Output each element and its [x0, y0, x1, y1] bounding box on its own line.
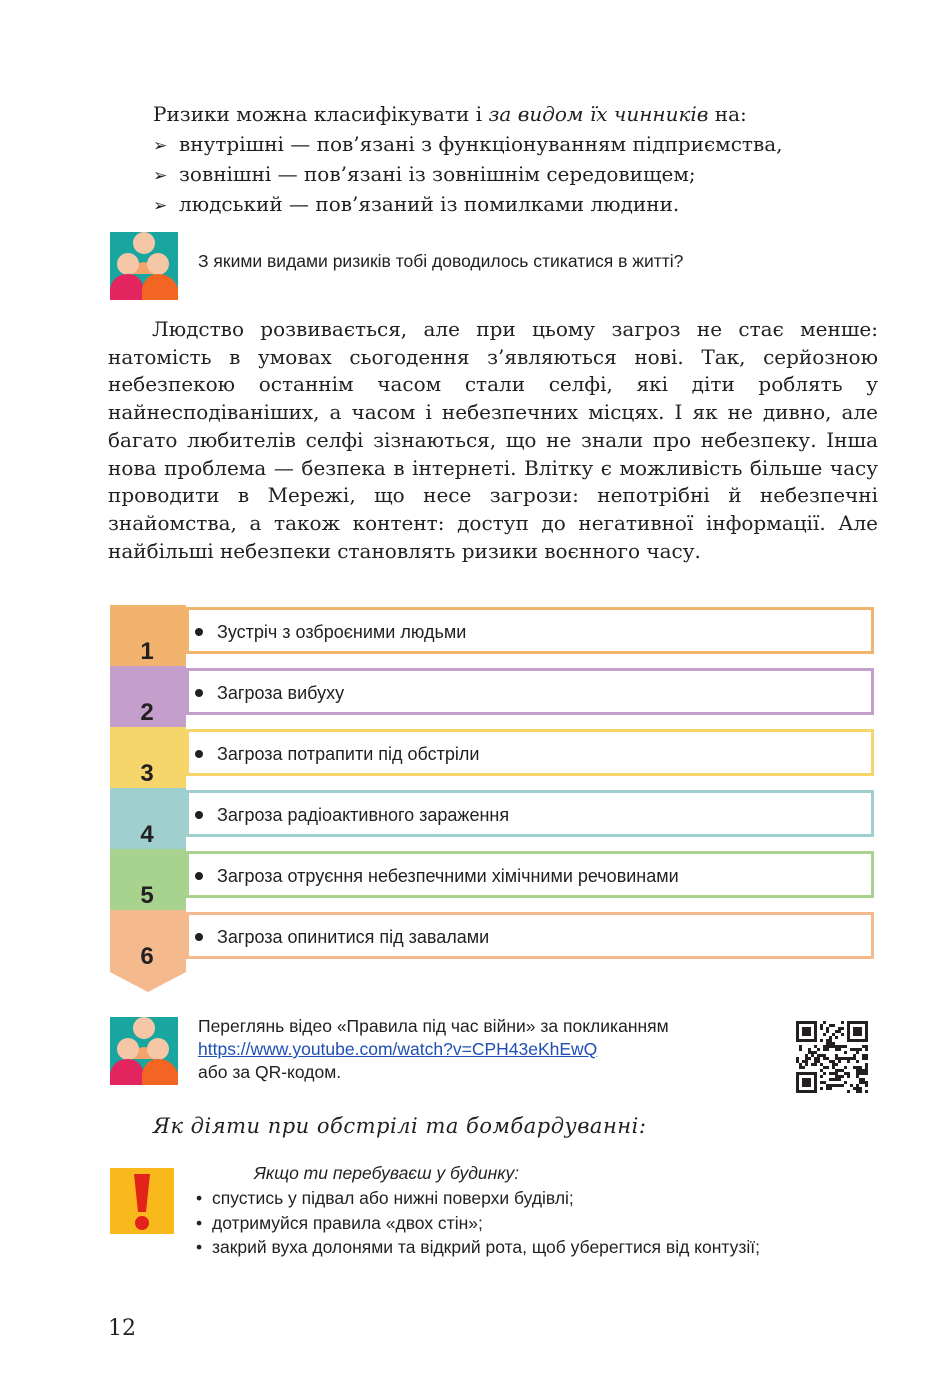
threat-row — [108, 910, 880, 980]
arrow-marker-icon: ➢ — [153, 136, 168, 156]
threat-number: 4 — [140, 821, 154, 848]
threat-text: Зустріч з озброєними людьми — [217, 622, 467, 642]
list-item: ➢ внутрішні — пов’язані з функціонуванням підприємства, — [153, 130, 783, 160]
bullet-icon: • — [196, 1188, 203, 1208]
bullet-icon: • — [196, 1237, 203, 1257]
threat-number: 1 — [140, 638, 154, 665]
arrow-marker-icon: ➢ — [153, 196, 168, 216]
threat-number: 5 — [140, 882, 154, 909]
threat-text: Загроза опинитися під завалами — [217, 927, 490, 947]
instruction-list — [196, 1186, 760, 1260]
intro-text-end: на: — [708, 102, 747, 126]
intro-emphasis: за видом їх чинників — [488, 102, 709, 126]
bullet-icon: • — [196, 1212, 203, 1233]
threat-row — [108, 849, 880, 919]
threat-text: Загроза отруєння небезпечними хімічними речовинами — [217, 866, 679, 886]
people-group-icon — [110, 230, 178, 300]
threat-text: Загроза радіоактивного зараження — [217, 805, 510, 825]
threat-box — [186, 668, 874, 715]
qr-code-icon[interactable] — [796, 1021, 868, 1093]
threat-box — [186, 607, 874, 654]
exclamation-icon — [110, 1166, 174, 1236]
risk-type-list — [153, 130, 783, 220]
qr-hint: або за QR-кодом. — [198, 1062, 342, 1082]
threat-text: Загроза вибуху — [217, 683, 345, 703]
people-group-icon — [110, 1015, 178, 1085]
threat-box — [186, 790, 874, 837]
threat-row — [108, 788, 880, 858]
threat-number: 6 — [140, 943, 154, 970]
section-title: Як діяти при обстрілі та бомбардуванні: — [153, 1114, 647, 1138]
discussion-question: З якими видами ризиків тобі доводилось стикатися в житті? — [198, 251, 684, 271]
arrow-marker-icon: ➢ — [153, 166, 168, 186]
page-number: 12 — [108, 1316, 136, 1341]
main-paragraph: Людство розвивається, але при цьому загроз не стає менше: натомість в умовах сьогодення з’являються нові. Так, серйозною небезпекою останнім часом стали селфі, які діти роблять у найнесподіваніших, а часом і небезпечних місцях. І як не дивно, але багато любителів селфі зізнаються, що не знали про небезпеку. Інша нова проблема — безпека в інтернеті. Влітку є можливість більше часу проводити в Мережі, що несе загрози: непотрібні й небезпечні знайомства, а також контент: доступ до негативної інформації. Але найбільші небезпеки становлять ризики воєнного часу. — [108, 317, 878, 563]
list-item: ➢ зовнішні — пов’язані із зовнішнім середовищем; — [153, 160, 783, 190]
threat-row — [108, 727, 880, 797]
threat-text: Загроза потрапити під обстріли — [217, 744, 480, 764]
video-link[interactable]: https://www.youtube.com/watch?v=CPH43eKhEwQ — [198, 1039, 598, 1059]
classification-intro — [153, 100, 747, 128]
video-description: Переглянь відео «Правила під час війни» за покликанням — [198, 1016, 669, 1036]
threat-box — [186, 851, 874, 898]
threat-number: 3 — [140, 760, 154, 787]
intro-text: Ризики можна класифікувати і — [153, 102, 489, 126]
list-item: ➢ людський — пов’язаний із помилками людини. — [153, 190, 783, 220]
instruction-subtitle: Якщо ти перебуваєш у будинку: — [254, 1163, 520, 1183]
video-reference — [198, 1015, 669, 1084]
list-item: • дотримуйся правила «двох стін»; — [196, 1211, 760, 1236]
threat-box — [186, 912, 874, 959]
threat-number: 2 — [140, 699, 154, 726]
threat-row — [108, 666, 880, 736]
threat-box — [186, 729, 874, 776]
list-item: • спустись у підвал або нижні поверхи будівлі; — [196, 1186, 760, 1211]
threat-row — [108, 605, 880, 675]
list-item: • закрий вуха долонями та відкрий рота, щоб уберегтися від контузії; — [196, 1235, 760, 1260]
